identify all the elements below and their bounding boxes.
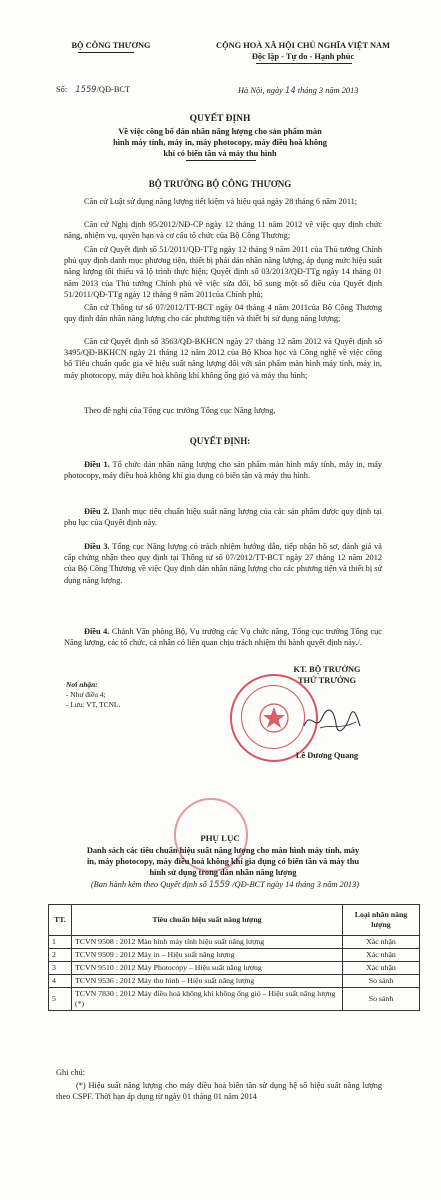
column-header-tt: TT.: [49, 905, 72, 936]
recipient-item: - Lưu: VT, TCNL.: [66, 700, 121, 709]
note-text: (*) Hiệu suất năng lượng cho máy điều hoà biến tần sử dụng hệ số hiệu suất năng lượng theo CSPF. Thời hạn áp dụng từ ngày 01 tháng 01 năm 2014: [56, 1081, 382, 1102]
table-row: 5 TCVN 7830 : 2012 Máy điều hoà không khí không ống gió – Hiệu suất năng lượng (*) So sánh: [49, 988, 420, 1011]
standards-table: [48, 904, 420, 1011]
preamble-6: Theo đề nghị của Tổng cục trưởng Tổng cục Năng lượng,: [84, 406, 276, 415]
handwritten-number: 1559: [208, 879, 231, 889]
decision-subject-line-2: hình máy tính, máy in, máy photocopy, máy điều hoà không: [113, 138, 327, 147]
signature-title-1: KT. BỘ TRƯỞNG: [293, 665, 361, 674]
ministry-name: BỘ CÔNG THƯƠNG: [71, 41, 151, 50]
note-heading: Ghi chú:: [56, 1068, 86, 1077]
annex-description-1: Danh sách các tiêu chuẩn hiệu suất năng lượng cho màn hình máy tính, máy: [86, 846, 360, 855]
handwritten-number: 1559: [75, 84, 97, 94]
table-row: 1 TCVN 9508 : 2012 Màn hình máy tính hiệu suất năng lượng Xác nhận: [49, 936, 420, 949]
article-2: Điều 2. Danh mục tiêu chuẩn hiệu suất năng lượng của các sản phẩm được quy định tại phụ lục của Quyết định này.: [64, 507, 382, 528]
decision-title: QUYẾT ĐỊNH: [189, 114, 251, 124]
subject-underline: [186, 160, 256, 161]
handwritten-day: 14: [285, 85, 296, 95]
decision-subject-line-3: khí có biến tần và máy thu hình: [163, 149, 277, 158]
decision-subject-line-1: Về việc công bố dán nhãn năng lượng cho sản phẩm màn: [118, 127, 322, 136]
recipients-heading: Nơi nhận:: [66, 680, 98, 689]
document-date: Hà Nội, ngày 14 tháng 3 năm 2013: [238, 85, 359, 95]
national-motto: Độc lập - Tự do - Hạnh phúc: [251, 52, 355, 61]
annex-description-2: in, máy photocopy, máy điều hoà không khí gia dụng có biến tần và máy thu: [86, 857, 360, 866]
table-row: 2 TCVN 9509 : 2012 Máy in – Hiệu suất năng lượng Xác nhận: [49, 949, 420, 962]
authority-heading: BỘ TRƯỞNG BỘ CÔNG THƯƠNG: [148, 179, 292, 189]
preamble-2: Căn cứ Nghị định 95/2012/NĐ-CP ngày 12 tháng 11 năm 2012 về việc quy định chức năng, nhiệm vụ, quyền hạn và cơ cấu tổ chức của Bộ Công Thương;: [64, 220, 382, 241]
article-3: Điều 3. Tổng cục Năng lượng có trách nhiệm hướng dẫn, tiếp nhận hồ sơ, đánh giá và cấp chứng nhận theo quy định tại Thông tư số 07/2012/TT-BCT ngày 27 tháng 12 năm 2012 của Bộ Công Thương về việc Quy định dán nhãn năng lượng cho các phương tiện và thiết bị sử dụng năng lượng.: [64, 542, 382, 585]
signature-title-2: THỨ TRƯỞNG: [297, 676, 357, 685]
recipient-item: - Như điều 4;: [66, 690, 106, 699]
table-header-row: [49, 905, 420, 936]
annex-issued-note: (Ban hành kèm theo Quyết định số 1559 /QĐ-BCT ngày 14 tháng 3 năm 2013): [90, 879, 360, 889]
column-header-standard: Tiêu chuẩn hiệu suất năng lượng: [72, 905, 343, 936]
article-4: Điều 4. Chánh Văn phòng Bộ, Vụ trưởng các Vụ chức năng, Tổng cục trưởng Tổng cục Năng lượng, các tổ chức, cá nhân có liên quan chịu trách nhiệm thi hành quyết định này./.: [64, 627, 382, 648]
table-row: 3 TCVN 9510 : 2012 Máy Photocopy – Hiệu suất năng lượng Xác nhận: [49, 962, 420, 975]
annex-title: PHỤ LỤC: [200, 833, 240, 843]
star-emblem-icon: [258, 702, 290, 734]
article-1: Điều 1. Tổ chức dán nhãn năng lượng cho sản phẩm màn hình máy tính, máy in, máy photocopy, máy điều hoà không khí gia dụng có biến tần và máy thu hình.: [64, 460, 382, 481]
preamble-3: Căn cứ Quyết định số 51/2011/QĐ-TTg ngày 12 tháng 9 năm 2011 của Thủ tướng Chính phủ quy định danh mục phương tiện, thiết bị phải dán nhãn năng lượng, áp dụng mức hiệu suất năng lượng tối thiểu và lộ trình thực hiện; Quyết định số 03/2013/QĐ-TTg ngày 14 tháng 01 năm 2013 của Thủ tướng Chính phủ về việc sửa đổi, bổ sung một số điều của Quyết định 51/2011/QĐ-TTg ngày 12 tháng 9 năm 2011của Chính phủ;: [64, 245, 382, 299]
column-header-label-type: Loại nhãn năng lượng: [343, 905, 420, 936]
signature-scribble-icon: [300, 706, 364, 734]
preamble-1: Căn cứ Luật sử dụng năng lượng tiết kiệm và hiệu quả ngày 28 tháng 6 năm 2011;: [84, 197, 358, 206]
annex-description-3: hình sử dụng trong dán nhãn năng lượng: [149, 868, 297, 877]
preamble-5: Căn cứ Quyết định số 3563/QĐ-BKHCN ngày 27 tháng 12 năm 2012 và Quyết định số 3495/QĐ-BKHCN ngày 21 tháng 12 năm 2012 của Bộ Khoa học và Công nghệ về việc công bố Tiêu chuẩn quốc gia về hiệu suất năng lượng đối với sản phẩm màn hình máy tính, máy in, máy photocopy, máy điều hoà không khí không ống gió và máy thu hình;: [64, 337, 382, 380]
signer-name: Lê Dương Quang: [295, 751, 359, 760]
preamble-4: Căn cứ Thông tư số 07/2012/TT-BCT ngày 04 tháng 4 năm 2011của Bộ Công Thương quy định dán nhãn năng lượng cho các phương tiện và thiết bị sử dụng năng lượng;: [64, 303, 382, 324]
ministry-underline: [78, 52, 134, 53]
motto-underline: [256, 63, 352, 64]
decision-heading: QUYẾT ĐỊNH:: [189, 436, 251, 446]
country-name: CỘNG HOÀ XÃ HỘI CHỦ NGHĨA VIỆT NAM: [216, 41, 390, 50]
document-number: Số: 1559/QĐ-BCT: [56, 84, 131, 94]
table-row: 4 TCVN 9536 : 2012 Máy thu hình – Hiệu suất năng lượng So sánh: [49, 975, 420, 988]
